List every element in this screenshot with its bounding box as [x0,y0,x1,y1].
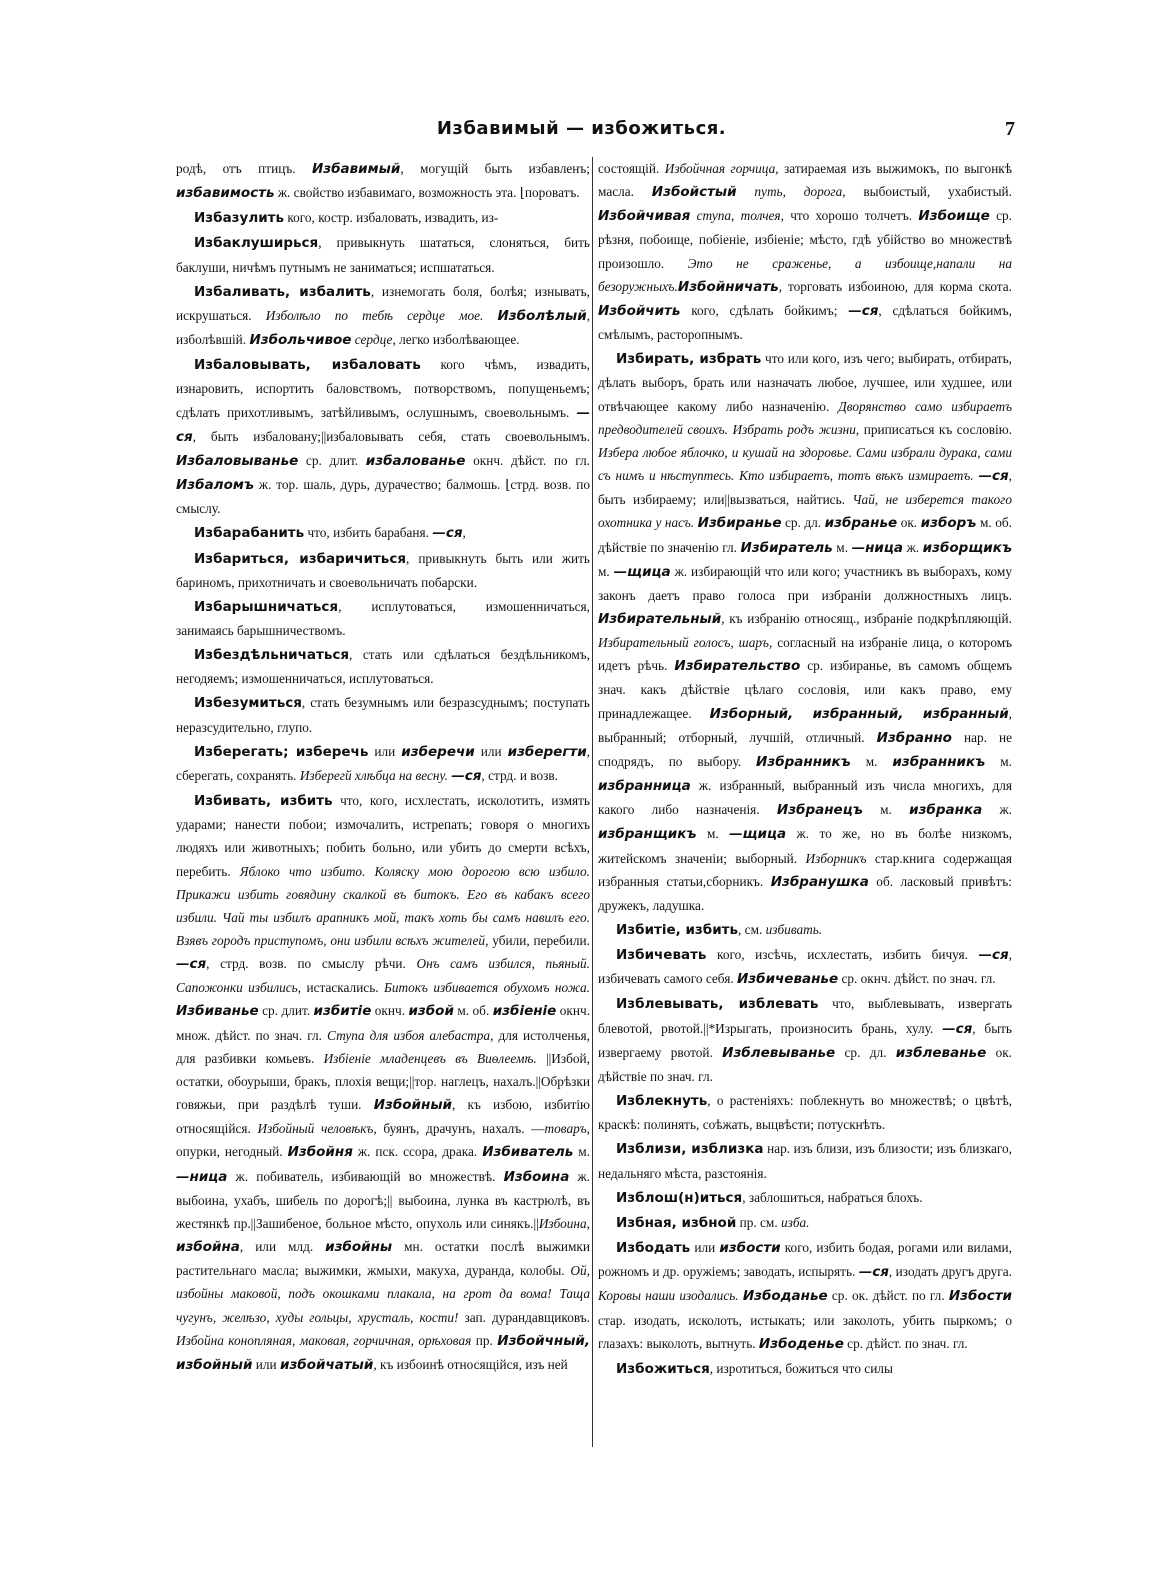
dictionary-entry [598,943,1012,991]
headword: Избарабанить [194,525,305,542]
definition-text: ок. [897,515,921,531]
derived-word: Избиратель [740,539,833,556]
example-text: Избера любое яблочко, и кушай на здоровье. Сами избрали дурака, сами съ нимъ и нѣступтесь. Кто избираетъ, тотъ вѣкъ измираетъ. [598,444,1012,484]
definition-text: пр. см. [736,1214,781,1230]
definition-text: , изодать другъ друга. [888,1264,1012,1280]
definition-text: ср. длит. [258,1003,314,1019]
definition-text: , сдѣлаться бойкимъ, смѣлымъ, расторопнымъ. [598,302,1012,343]
example-text: Коровы наши изодались. [598,1288,739,1304]
derived-word: изборщикъ [922,539,1012,556]
definition-text [737,184,755,199]
definition-text: , изнемогать боля, болѣя; изнывать, искрушаться. [176,283,590,323]
headword: Избодать [616,1240,691,1257]
definition-text: , согласный на избраніе лица, о которомъ идетъ рѣчь. [598,635,1012,674]
derived-word: —щица [613,563,671,580]
derived-word: избалованье [365,452,466,469]
definition-text: , стать или сдѣлаться бездѣльникомъ, негодяемъ; измошенничаться, исплутоваться. [176,647,590,687]
definition-text: , истаскались. [297,980,385,996]
example-text: Изболѣло по тебѣ сердце мое. [265,307,484,323]
headword: Избездѣльничаться [194,647,350,664]
derived-word: —ся [978,468,1009,485]
definition-text: , изротиться, божиться что силы [709,1360,893,1376]
dictionary-entry [598,918,1012,942]
dictionary-entry [598,157,1012,346]
example-text: Ступа для избоя алебастра [327,1027,491,1043]
derived-word: изблеванье [895,1044,987,1061]
definition-text: м. [696,826,730,842]
dictionary-entry [176,231,590,278]
definition-text: м. [598,563,614,579]
dictionary-entry [176,353,590,520]
definition-text: окнч. дѣйст. по гл. [465,452,590,468]
definition-text: что, кого, исхлестать, исколотить, измять ударами; нанести побои; измочалить, истрепать; говоря о многихъ людяхъ или животныхъ; побить больно, или убить до смерти всѣхъ, перебить. [176,793,590,879]
definition-text: м. об. [453,1003,493,1019]
example-text: избивать. [765,922,823,937]
definition-text: окнч. [371,1003,409,1019]
example-text: Чай, не изберется такого охотника у насъ. [598,492,1012,531]
derived-word: Избоище [918,208,990,225]
derived-word: избойчатый [280,1356,374,1373]
example-text: ступа, толчея [696,208,781,224]
headword: Избаливать, избалить [194,283,371,300]
definition-text: , стать безумнымъ или безразсуднымъ; поступать неразсудительно, глупо. [176,695,590,735]
headword: Изблевывать, изблевать [616,996,819,1013]
derived-word: Избиватель [482,1144,574,1161]
definition-text: ср. окнч. дѣйст. по знач. гл. [838,971,996,987]
example-text: Изберегй хлѣбца на весну. [299,767,448,783]
derived-word: избитіе [313,1003,372,1020]
dictionary-entry [176,789,590,1377]
headword: Избезумиться [194,695,302,712]
derived-word: Избранно [876,729,952,746]
definition-text: , изболѣвшій. [176,307,590,348]
derived-word: —ся [858,1264,889,1281]
derived-word: Избранникъ [756,753,851,770]
derived-word: избой [408,1003,454,1020]
definition-text: , выбоистый, ухабистый. [842,184,1012,200]
example-text: Это не сраженье, а избоище,напали на безоружныхъ. [598,255,1012,294]
derived-word: Избольчивое [249,332,352,349]
headword: Избаклуширься [194,235,319,252]
derived-word: Избиванье [176,1003,259,1020]
page-header [0,118,1163,148]
headword: Избарышничаться [194,598,339,615]
example-text: Избоина [538,1215,587,1231]
definition-text: м. [850,753,893,769]
definition-text: ж. пск. ссора, драка. [352,1144,483,1160]
right-column [598,157,1012,1447]
headword: Избариться, избаричиться [194,550,407,567]
example-text: Дворянство само избираетъ предводителей своихъ. Избрать родъ жизни [598,398,1012,437]
definition-text: что, избить барабаня. [304,525,433,541]
definition-text: ж. свойство избавимаго, возможность эта. ⌊пороватъ. [274,185,580,201]
headword: Избаловывать, избаловать [194,357,421,374]
definition-text: окнч. множ. дѣйст. по знач. гл. [176,1003,590,1043]
definition-text: ж. [903,539,923,555]
derived-word: избранница [598,778,691,795]
definition-text: , [586,1215,590,1231]
example-text: изба. [781,1214,810,1230]
definition-text: , къ избою, избитію относящійся. [176,1097,590,1137]
headword: Избазулить [194,210,285,227]
derived-word: Избойный [373,1097,453,1114]
definition-text [483,308,497,323]
derived-word: Изблевыванье [722,1044,836,1061]
derived-word: Изборный, избранный, избранный [709,705,1009,722]
definition-text: , см. [738,922,766,937]
derived-word: Избоденье [758,1335,844,1352]
dictionary-entry [598,1236,1012,1356]
dictionary-entry [176,521,590,545]
example-text: Избіеніе младенцевъ въ Виѳлеемѣ. [323,1050,537,1066]
dictionary-entry [176,157,590,205]
derived-word: избранка [909,802,983,819]
column-divider [592,157,593,1447]
derived-word: —ница [176,1168,228,1185]
derived-word: Избоина [503,1168,570,1185]
derived-word: —щица [729,826,787,843]
definition-text: ж. побиватель, избивающій во множествѣ. [227,1168,504,1184]
definition-text: ж. выбоина, ухабъ, шибель по дорогѣ;|| выбоина, лунка въ кастрюлѣ, въ жестянкѣ пр.||Зашибеное, больное мѣсто, опухоль или синякъ.|| [176,1168,590,1231]
dictionary-entry [598,1137,1012,1184]
dictionary-entry [598,1357,1012,1381]
derived-word: изберечи [401,743,475,760]
definition-text: , о растеніяхъ: поблекнуть во множествѣ; о цвѣтѣ, краскѣ: полинять, соѣжать, выцвѣсти; потускнѣть. [598,1093,1012,1133]
derived-word: Избоданье [742,1288,828,1305]
definition-text: , избичевать самого себя. [598,947,1012,987]
definition-text: , къ избоинѣ относящійся, изъ ней [373,1356,568,1372]
definition-text: , или млд. [239,1239,326,1255]
dictionary-entry [176,643,590,690]
dictionary-entry [176,280,590,352]
definition-text: , могущій быть избавленъ; [400,161,590,176]
definition-text: м. об. дѣйствіе по значенію гл. [598,515,1012,555]
derived-word: избости [719,1240,781,1257]
derived-word: Избранушка [770,873,869,890]
definition-text: кого, сдѣлать бойкимъ; [680,302,849,318]
definition-text: , [462,525,466,541]
definition-text: мн. остатки послѣ выжимки растительнаго масла; выжимки, жмыхи, макуха, дуранда, колобы. [176,1239,590,1279]
example-text: Избирательный голосъ, шаръ [598,635,769,651]
definition-text: ср. рѣзня, побоище, побіеніе, избіеніе; мѣсто, гдѣ убійство во множествѣ произошло. [598,208,1012,271]
definition-text: родѣ, отъ птицъ. [176,161,312,176]
definition-text: , легко изболѣвающее. [392,332,520,348]
definition-text: ср. дл. [835,1044,896,1060]
definition-text: , буянъ, драчунъ, нахалъ. — [373,1121,545,1137]
dictionary-entry [598,992,1012,1088]
definition-text: нар. не сподрядъ, по выбору. [598,729,1012,769]
definition-text: , привыкнуть быть или жить бариномъ, прихотничать и своевольничать побарски. [176,550,590,590]
definition-text: или [368,743,402,759]
derived-word: Изболѣлый [497,307,587,324]
definition-text: ок. дѣйствіе по знач. гл. [598,1044,1012,1084]
headword: Изблош(н)иться [616,1189,743,1206]
derived-word: Избойчный, избойный [176,1332,590,1373]
derived-word: Избаломъ [176,477,255,494]
derived-word: избавимость [176,185,275,202]
example-text: Онъ самъ избился, пьяный. Сапожонки избились [176,956,590,996]
definition-text: кого, избить бодая, рогами или вилами, рожномъ и др. оружіемъ; заводать, испырять. [598,1240,1012,1280]
definition-text: , привыкнуть шататься, слоняться, бить баклуши, ничѣмъ путнымъ не заниматься; испшататься. [176,235,590,275]
definition-text: что, выблевывать, извергать блевотой, рвотой.||*Изрыгать, произносить брань, хулу. [598,996,1012,1036]
derived-word: —ница [851,539,904,556]
definition-text: , выбранный; отборный, лучшій, отличный. [598,705,1012,745]
definition-text: , приписаться къ сословію. [855,421,1012,437]
dictionary-entry [598,347,1012,917]
definition-text: кого, костр. избаловать, извадить, из- [284,210,499,226]
definition-text: , убили, перебили. [485,933,590,948]
definition-text: ж. [982,802,1012,818]
derived-word: Избойчить [598,302,681,319]
derived-word: —ся [432,525,463,542]
derived-word: Избавимый [311,161,401,177]
headword: Избирать, избрать [616,351,762,368]
derived-word: Избойчивая [598,208,691,225]
example-text: путь, дорога [754,184,843,200]
derived-word: Избиранье [697,515,782,532]
example-text: Изборникъ [805,850,867,866]
dictionary-entry [598,1211,1012,1235]
definition-text: м. [862,802,910,818]
derived-word: —ся [176,404,590,445]
derived-word: —ся [942,1020,973,1037]
definition-text: нар. изъ близи, изъ близости; изъ близкаго, недальняго мѣста, разстоянія. [598,1141,1012,1181]
example-text: сердце [354,332,393,348]
example-text: Избойчная горчица [664,161,776,176]
definition-text: или [474,743,508,759]
definition-text: ср. дѣйст. по знач. гл. [843,1335,968,1351]
definition-text: , къ избранію относящ., избраніе подкрѣпляющій. [721,610,1012,626]
dictionary-entry [176,740,590,788]
derived-word: избойны [325,1239,393,1256]
dictionary-entry [176,691,590,738]
derived-word: избойна [176,1239,240,1256]
headword: Изблекнуть [616,1093,708,1110]
definition-text: , заблошиться, набраться блохъ. [742,1189,923,1205]
definition-text: об. ласковый привѣтъ: дружекъ, ладушка. [598,873,1012,913]
definition-text: ||Избой, остатки, обоурыши, бракъ, плохія вещи;||тор. наглецъ, нахалъ.||Обрѣзки говяжьи, при раздѣлѣ туши. [176,1050,590,1113]
definition-text: кого чѣмъ, извадить, изнаровить, испортить баловствомъ, потворствомъ, попущеньемъ; сдѣлать прихотливымъ, затѣйливымъ, ослушнымъ, своевольнымъ. [176,357,590,420]
example-text: Яблоко что избито. Коляску мою дорогою всю избило. Прикажи избить говядину скалкой въ битокъ. Его въ кабакъ всего избили. Чай ты избилъ арапникъ мой, такъ хоть бы самъ навилъ его. Взявъ городъ приступомъ, они избили всѣхъ жителей [176,863,590,948]
definition-text: , затираемая изъ выжимокъ, по выгонкѣ масла. [598,161,1012,200]
definition-text: или [252,1356,280,1372]
dictionary-entry [176,595,590,642]
example-text: Избойный человѣкъ [257,1121,374,1137]
dictionary-entry [598,1186,1012,1210]
derived-word: Избойня [287,1144,353,1161]
definition-text: ср. дл. [781,515,825,531]
derived-word: избранникъ [892,753,986,770]
example-text: товаръ [544,1121,587,1137]
derived-word: Избойстый [651,184,737,201]
definition-text: что или кого, изъ чего; выбирать, отбирать, дѣлать выборъ, брать или назначать любое, лучшее, или худшее, или отвѣчающее какому либо назначенію. [598,351,1012,414]
derived-word: —ся [176,956,207,973]
derived-word: Избирательство [674,658,801,675]
derived-word: —ся [451,767,482,784]
definition-text: кого, изсѣчь, исхлестать, избить бичуя. [706,947,979,963]
derived-word: изборъ [920,515,977,532]
derived-word: Избойничать [677,278,779,295]
definition-text: , быть избираему; или||вызваться, найтись. [598,468,1012,508]
definition-text: зап. дурандавщиковъ. [458,1309,590,1325]
headword: Избная, избной [616,1214,737,1231]
definition-text: , быть избаловану;||избаловывать себя, стать своевольнымъ. [192,428,590,444]
derived-word: избранье [824,515,898,532]
derived-word: Избирательный [598,610,722,627]
dictionary-entry [176,547,590,594]
headword: Изберегать; изберечь [194,743,369,760]
definition-text: ж. то же, но въ болѣе низкомъ, житейскомъ значеніи; выборный. [598,826,1012,866]
derived-word: —ся [978,947,1009,964]
definition-text: , исплутоваться, измошенничаться, занимаясь барышничествомъ. [176,598,590,638]
definition-text: , торговать избоиною, для корма скота. [778,278,1012,294]
derived-word: Избранецъ [776,802,863,819]
definition-text: м. [832,539,852,555]
derived-word: избіеніе [492,1003,557,1020]
definition-text: пр. [471,1332,498,1348]
running-head: Избавимый — избожиться. [436,118,727,139]
definition-text: ж. избранный, выбранный изъ числа многихъ, для какого либо назначенія. [598,778,1012,818]
definition-text: м. [573,1144,590,1160]
example-text: Избойна конопляная, маковая, горчичная, орѣховая [176,1332,472,1348]
definition-text: ср. ок. дѣйст. по гл. [827,1288,949,1304]
definition-text: состоящій. [598,161,665,176]
left-column [176,157,590,1447]
definition-text: , что хорошо толчетъ. [780,208,919,224]
derived-word: Избичеванье [737,971,839,988]
definition-text: , быть извергаему рвотой. [598,1020,1012,1060]
headword: Избивать, избить [194,793,333,810]
definition-text: , стрд. и возв. [481,767,558,783]
definition-text: , для истолченья, для разбивки комьевъ. [176,1027,590,1066]
derived-word: избранщикъ [598,826,697,843]
example-text: Битокъ избивается обухомъ ножа. [384,980,590,996]
definition-text: , опурки, негодный. [176,1121,590,1160]
definition-text: ср. длит. [298,452,366,468]
dictionary-entry [598,1089,1012,1136]
headword: Изблизи, изблизка [616,1141,764,1158]
definition-text: м. [985,753,1012,769]
definition-text: ср. избиранье, въ самомъ общемъ знач. какъ дѣйствіе цѣлаго сословія, или какъ право, ему принадлежащее. [598,658,1012,721]
definition-text: или [690,1240,720,1256]
definition-text: стар.книга содержащая избранныя статьи,сборникъ. [598,850,1012,889]
headword: Избичевать [616,947,707,964]
definition-text: , сберегать, сохранять. [176,743,590,783]
derived-word: изберегти [507,743,587,760]
dictionary-entry [176,206,590,230]
example-text: Ой, избойны маковой, подъ окошками плакала, на грот да вома! Таща чугунъ, желѣзо, худы гольцы, хрусталь, кости! [176,1263,590,1325]
definition-text: ж. избирающій что или кого; участникъ въ выборахъ, кому законъ даетъ право голоса при избраніи должностныхъ лицъ. [598,563,1012,603]
page-number: 7 [1005,118,1015,140]
derived-word: Избости [948,1288,1012,1305]
definition-text: , стрд. возв. по смыслу рѣчи. [206,956,417,972]
definition-text: стар. изодать, исколоть, истыкать; или заколоть, убить пыркомъ; о глазахъ: выколоть, вытнуть. [598,1312,1012,1351]
headword: Избитіе, избить [616,922,739,938]
derived-word: Избаловыванье [176,452,299,469]
definition-text: ж. тор. шаль, дурь, дурачество; балмошь. ⌊стрд. возв. по смыслу. [176,477,590,517]
headword: Избожиться [616,1360,710,1377]
derived-word: —ся [848,302,879,319]
